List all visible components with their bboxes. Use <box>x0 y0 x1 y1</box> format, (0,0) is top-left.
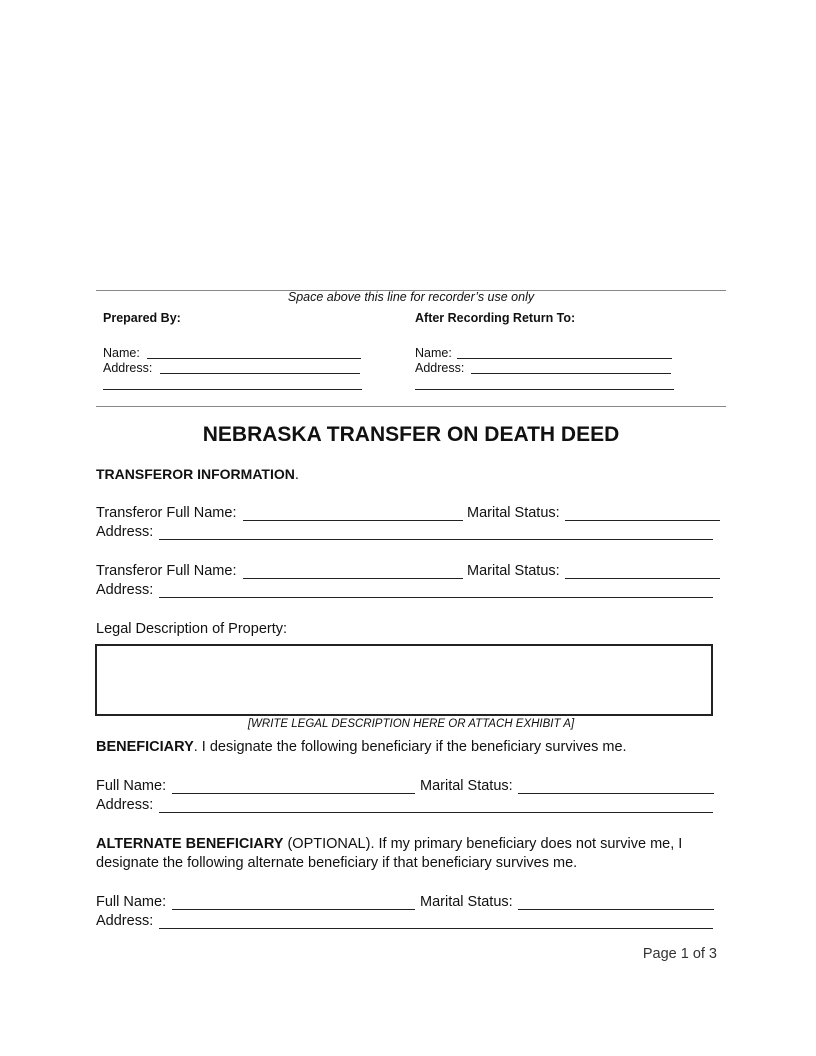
return-address-field[interactable] <box>471 373 671 374</box>
alternate-marital-label: Marital Status: <box>420 894 513 910</box>
legal-description-label: Legal Description of Property: <box>96 621 288 637</box>
prepared-address-label: Address: <box>103 361 153 375</box>
alternate-name-label: Full Name: <box>96 894 167 910</box>
transferor1-marital-field[interactable] <box>565 520 720 521</box>
transferor2-name-label: Transferor Full Name: <box>96 563 237 579</box>
transferor1-marital-label: Marital Status: <box>467 505 560 521</box>
header-divider <box>96 406 726 407</box>
return-to-heading: After Recording Return To: <box>415 311 576 325</box>
transferor1-name-label: Transferor Full Name: <box>96 505 237 521</box>
beneficiary-name-label: Full Name: <box>96 778 167 794</box>
beneficiary-name-field[interactable] <box>172 793 415 794</box>
prepared-name-label: Name: <box>103 346 140 360</box>
alternate-name-field[interactable] <box>172 909 415 910</box>
beneficiary-address-field[interactable] <box>159 812 713 813</box>
recorder-note: Space above this line for recorder’s use only <box>287 290 535 304</box>
beneficiary-heading: BENEFICIARY <box>96 739 194 755</box>
beneficiary-marital-label: Marital Status: <box>420 778 513 794</box>
transferor2-address-label: Address: <box>96 582 154 598</box>
transferor-heading-text: TRANSFEROR INFORMATION <box>96 466 295 482</box>
prepared-address-field-2[interactable] <box>103 389 362 390</box>
prepared-name-field[interactable] <box>147 358 361 359</box>
alternate-statement-line1 <box>96 836 682 852</box>
transferor2-marital-label: Marital Status: <box>467 563 560 579</box>
transferor-heading <box>96 466 299 483</box>
alternate-address-label: Address: <box>96 913 154 929</box>
alternate-statement-line2: designate the following alternate beneficiary if that beneficiary survives me. <box>96 855 578 871</box>
beneficiary-statement <box>96 739 627 755</box>
beneficiary-text: . I designate the following beneficiary if the beneficiary survives me. <box>193 739 627 755</box>
legal-description-box[interactable] <box>95 644 713 716</box>
transferor1-address-label: Address: <box>96 524 154 540</box>
beneficiary-marital-field[interactable] <box>518 793 714 794</box>
transferor2-marital-field[interactable] <box>565 578 720 579</box>
alternate-text-1: (OPTIONAL). If my primary beneficiary does not survive me, I <box>283 836 683 852</box>
transferor-heading-suffix: . <box>294 467 299 483</box>
transferor1-name-field[interactable] <box>243 520 463 521</box>
prepared-by-heading: Prepared By: <box>103 311 181 325</box>
return-address-label: Address: <box>415 361 465 375</box>
alternate-address-field[interactable] <box>159 928 713 929</box>
transferor2-name-field[interactable] <box>243 578 463 579</box>
transferor2-address-field[interactable] <box>159 597 713 598</box>
return-address-field-2[interactable] <box>415 389 674 390</box>
return-name-label: Name: <box>415 346 452 360</box>
alternate-marital-field[interactable] <box>518 909 714 910</box>
prepared-address-field[interactable] <box>160 373 360 374</box>
page-title: NEBRASKA TRANSFER ON DEATH DEED <box>202 423 620 446</box>
alternate-heading: ALTERNATE BENEFICIARY <box>96 836 284 852</box>
legal-description-note: [WRITE LEGAL DESCRIPTION HERE OR ATTACH EXHIBIT A] <box>247 718 575 730</box>
transferor1-address-field[interactable] <box>159 539 713 540</box>
page-number: Page 1 of 3 <box>642 946 717 962</box>
return-name-field[interactable] <box>457 358 672 359</box>
beneficiary-address-label: Address: <box>96 797 154 813</box>
